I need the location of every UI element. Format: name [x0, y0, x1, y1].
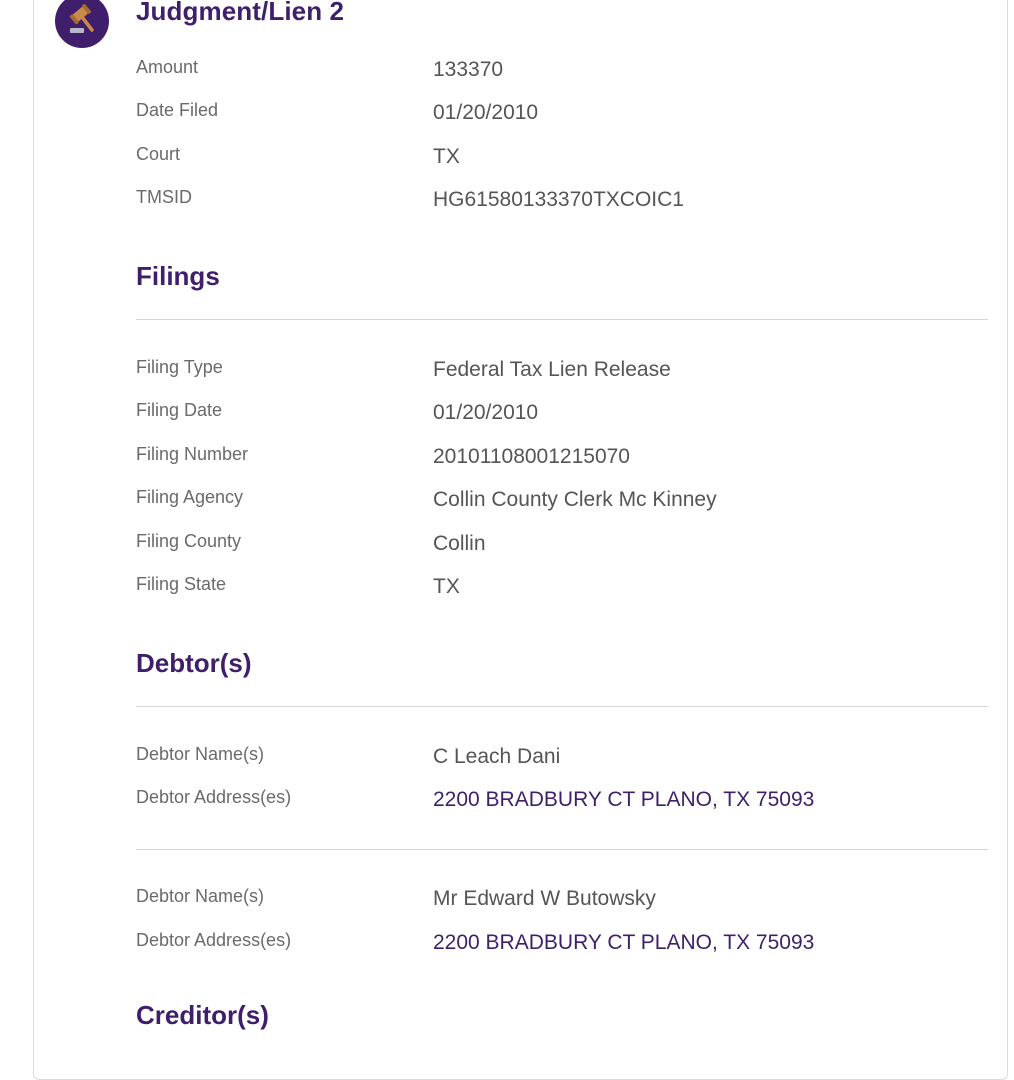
field-value: 01/20/2010 — [433, 401, 539, 424]
field-label: Filing Agency — [136, 487, 244, 507]
field-label: Amount — [136, 57, 199, 77]
section-divider — [136, 706, 988, 707]
field-value: HG61580133370TXCOIC1 — [433, 188, 684, 211]
field-label: Debtor Name(s) — [136, 744, 265, 764]
debtor-name: C Leach Dani — [433, 745, 561, 768]
field-row-filing-agency — [136, 487, 988, 517]
debtor-address-row — [136, 930, 988, 960]
record-title: Judgment/Lien 2 — [136, 0, 345, 26]
section-heading-filings: Filings — [136, 261, 220, 291]
field-label: Court — [136, 144, 181, 164]
field-row-court — [136, 144, 988, 174]
field-value: Federal Tax Lien Release — [433, 358, 671, 381]
field-label: Filing Date — [136, 400, 223, 420]
field-label: TMSID — [136, 187, 192, 207]
field-label: Debtor Address(es) — [136, 787, 292, 807]
field-label: Filing Type — [136, 357, 223, 377]
field-value: 133370 — [433, 58, 504, 81]
debtor-divider — [136, 849, 988, 850]
field-value: 01/20/2010 — [433, 101, 539, 124]
debtor-address-row — [136, 787, 988, 817]
gavel-icon — [65, 2, 99, 41]
field-label: Filing County — [136, 531, 242, 551]
debtor-address-link[interactable]: 2200 BRADBURY CT PLANO, TX 75093 — [433, 788, 815, 811]
debtor-address-link[interactable]: 2200 BRADBURY CT PLANO, TX 75093 — [433, 931, 815, 954]
field-row-filing-type — [136, 357, 988, 387]
field-row-filing-county — [136, 531, 988, 561]
field-row-amount — [136, 57, 988, 87]
field-value: TX — [433, 145, 460, 168]
section-heading-creditors: Creditor(s) — [136, 1000, 269, 1030]
field-label: Date Filed — [136, 100, 219, 120]
field-label: Filing Number — [136, 444, 249, 464]
field-row-filing-number — [136, 444, 988, 474]
debtor-name-row — [136, 886, 988, 916]
field-label: Filing State — [136, 574, 227, 594]
field-row-filing-state — [136, 574, 988, 604]
debtor-name: Mr Edward W Butowsky — [433, 887, 656, 910]
field-label: Debtor Address(es) — [136, 930, 292, 950]
section-divider — [136, 319, 988, 320]
field-value: Collin — [433, 532, 486, 555]
section-heading-debtors: Debtor(s) — [136, 648, 252, 678]
field-value: TX — [433, 575, 460, 598]
field-row-filing-date — [136, 400, 988, 430]
field-label: Debtor Name(s) — [136, 886, 265, 906]
field-value: 20101108001215070 — [433, 445, 630, 468]
field-value: Collin County Clerk Mc Kinney — [433, 488, 717, 511]
field-row-date-filed — [136, 100, 988, 130]
field-row-tmsid — [136, 187, 988, 217]
debtor-name-row — [136, 744, 988, 774]
